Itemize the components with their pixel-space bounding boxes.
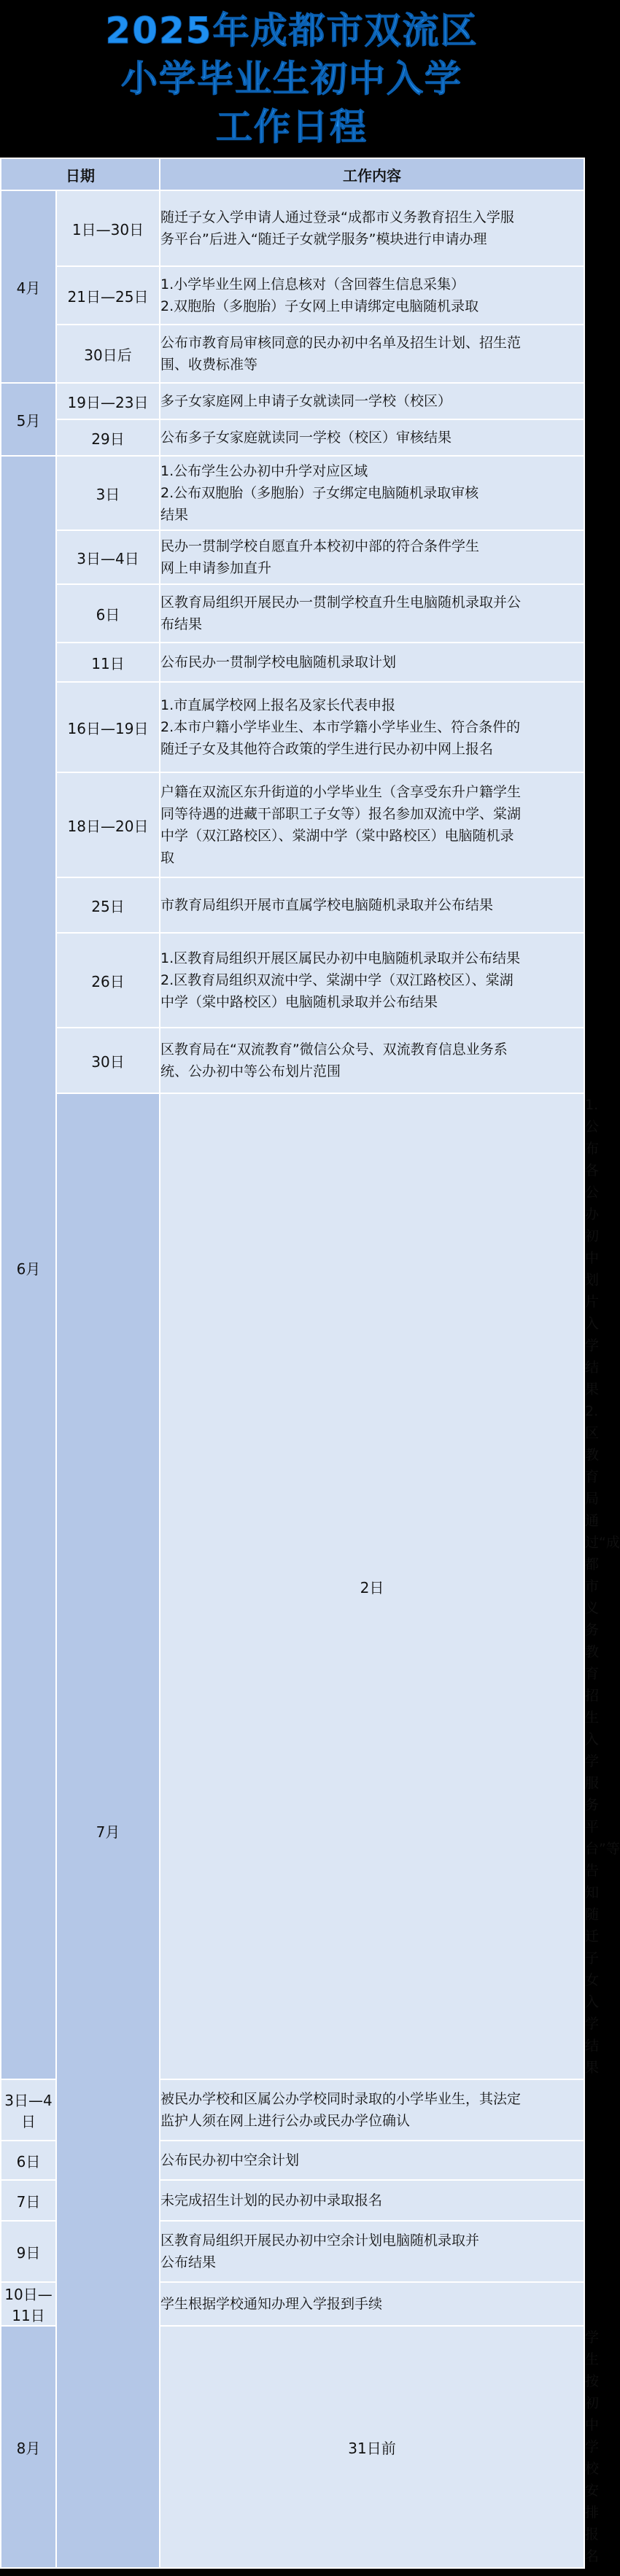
content-line: 2.本市户籍小学毕业生、本市学籍小学毕业生、符合条件的 [160,719,521,735]
content-cell [160,2221,584,2282]
day-cell: 25日 [56,877,160,933]
day-cell: 6日 [1,2141,56,2180]
content-cell [160,325,584,383]
day-cell: 31日前 [160,2326,584,2568]
content-line: 2.双胞胎（多胞胎）子女网上申请绑定电脑随机录取 [160,298,479,314]
content-cell [160,2079,584,2141]
schedule-table [0,158,620,2569]
content-line: 公布多子女家庭就读同一学校（校区）审核结果 [160,430,452,446]
month-cell: 8月 [1,2326,56,2568]
month-cell: 4月 [1,190,56,383]
content-line: 户籍在双流区东升街道的小学毕业生（含享受东升户籍学生 [160,784,522,800]
content-line: 围、收费标准等 [160,357,258,373]
day-cell: 1日—30日 [56,190,160,266]
table-row [1,877,584,933]
table-row [1,266,584,325]
content-line: 区教育局组织开展民办一贯制学校直升生电脑随机录取并公 [160,594,522,610]
table-row [1,325,584,383]
content-line: 中学（双江路校区）、棠湖中学（棠中路校区）电脑随机录 [160,828,514,844]
content-line: 公布结果 [160,2254,217,2270]
content-line: 监护人须在网上进行公办或民办学位确认 [160,2113,411,2129]
title-line-3: 工作日程 [216,106,368,148]
content-cell [160,682,584,772]
content-cell [160,2141,584,2180]
day-cell: 10日—11日 [1,2282,56,2326]
table-row [1,643,584,682]
table-row [1,530,584,584]
content-line: 公布民办一贯制学校电脑随机录取计划 [160,654,397,670]
content-cell [160,877,584,933]
content-cell [160,2282,584,2326]
content-line: 1.市直属学校网上报名及家长代表申报 [160,697,396,713]
day-cell: 7日 [1,2180,56,2221]
header-content: 工作内容 [160,158,584,190]
table-row [1,933,584,1028]
content-line: 务平台”后进入“随迁子女就学服务”模块进行申请办理 [160,231,487,247]
content-cell [160,383,584,419]
content-line: 区教育局组织开展民办初中空余计划电脑随机录取并 [160,2232,480,2249]
day-cell: 21日—25日 [56,266,160,325]
content-line: 同等待遇的进藏干部职工子女等）报名参加双流中学、棠湖 [160,806,522,822]
content-line: 区教育局在“双流教育”微信公众号、双流教育信息业务系 [160,1041,508,1058]
content-line: 布结果 [160,616,203,632]
day-cell: 3日 [56,456,160,530]
table-row: 7月 2日 1.公布各公办初中划片入学结果 2.区教育局通过“成都市义务教育招生入学服务平台”等告 知随迁子女入学结果 [1,1093,584,2079]
table-header-row [1,158,584,190]
title-line-1: 2025年成都市双流区 [105,9,478,52]
content-cell [160,643,584,682]
day-cell: 30日后 [56,325,160,383]
content-line: 市教育局组织开展市直属学校电脑随机录取并公布结果 [160,897,494,913]
page-header [0,0,584,158]
day-cell: 2日 [160,1093,584,2079]
content-cell [160,933,584,1028]
header-date: 日期 [1,158,160,190]
content-line: 随迁子女及其他符合政策的学生进行民办初中网上报名 [160,741,494,757]
content-cell [160,1028,584,1093]
table-row [1,772,584,877]
content-line: 1.小学毕业生网上信息核对（含回蓉生信息采集） [160,276,465,292]
content-line: 取 [160,850,175,866]
day-cell: 26日 [56,933,160,1028]
content-line: 多子女家庭网上申请子女就读同一学校（校区） [160,393,452,409]
content-cell [160,190,584,266]
content-line: 公布市教育局审核同意的民办初中名单及招生计划、招生范 [160,335,522,351]
content-line: 随迁子女入学申请人通过登录“成都市义务教育招生入学服 [160,209,514,225]
day-cell: 19日—23日 [56,383,160,419]
content-line: 网上申请参加直升 [160,560,272,576]
table-row [1,456,584,530]
content-cell [160,456,584,530]
table-row [1,1028,584,1093]
content-line: 结果 [160,507,189,523]
content-line: 未完成招生计划的民办初中录取报名 [160,2192,383,2208]
content-line: 公布民办初中空余计划 [160,2152,300,2168]
month-cell: 7月 [56,1093,160,2568]
day-cell: 3日—4日 [56,530,160,584]
day-cell: 3日—4日 [1,2079,56,2141]
content-line: 被民办学校和区属公办学校同时录取的小学毕业生，其法定 [160,2091,522,2107]
day-cell: 9日 [1,2221,56,2282]
month-cell: 6月 [1,456,56,2079]
table-row [1,190,584,266]
content-line: 中学（棠中路校区）电脑随机录取并公布结果 [160,994,438,1010]
content-cell [160,772,584,877]
day-cell: 30日 [56,1028,160,1093]
title-line-2: 小学毕业生初中入学 [121,58,462,100]
month-cell: 5月 [1,383,56,456]
content-line: 学生根据学校通知办理入学报到手续 [160,2296,383,2312]
day-cell: 6日 [56,584,160,643]
content-line: 2.公布双胞胎（多胞胎）子女绑定电脑随机录取审核 [160,485,479,501]
bottom-bar [0,2569,584,2576]
table-row [1,419,584,456]
day-cell: 16日—19日 [56,682,160,772]
table-row [1,383,584,419]
content-cell [160,584,584,643]
content-line: 2.区教育局组织双流中学、棠湖中学（双江路校区）、棠湖 [160,972,514,988]
content-line: 统、公办初中等公布划片范围 [160,1063,341,1079]
content-cell [160,266,584,325]
table-row: 8月 31日前 学生按初中学校安排报名 [1,2326,584,2568]
schedule-body [1,190,620,2568]
table-row [1,584,584,643]
content-line: 民办一贯制学校自愿直升本校初中部的符合条件学生 [160,538,480,554]
content-line: 1.公布学生公办初中升学对应区域 [160,463,368,479]
content-line: 1.区教育局组织开展区属民办初中电脑随机录取并公布结果 [160,950,521,966]
table-row [1,682,584,772]
content-cell [160,2180,584,2221]
content-cell [160,530,584,584]
content-cell [160,419,584,456]
day-cell: 11日 [56,643,160,682]
day-cell: 18日—20日 [56,772,160,877]
day-cell: 29日 [56,419,160,456]
